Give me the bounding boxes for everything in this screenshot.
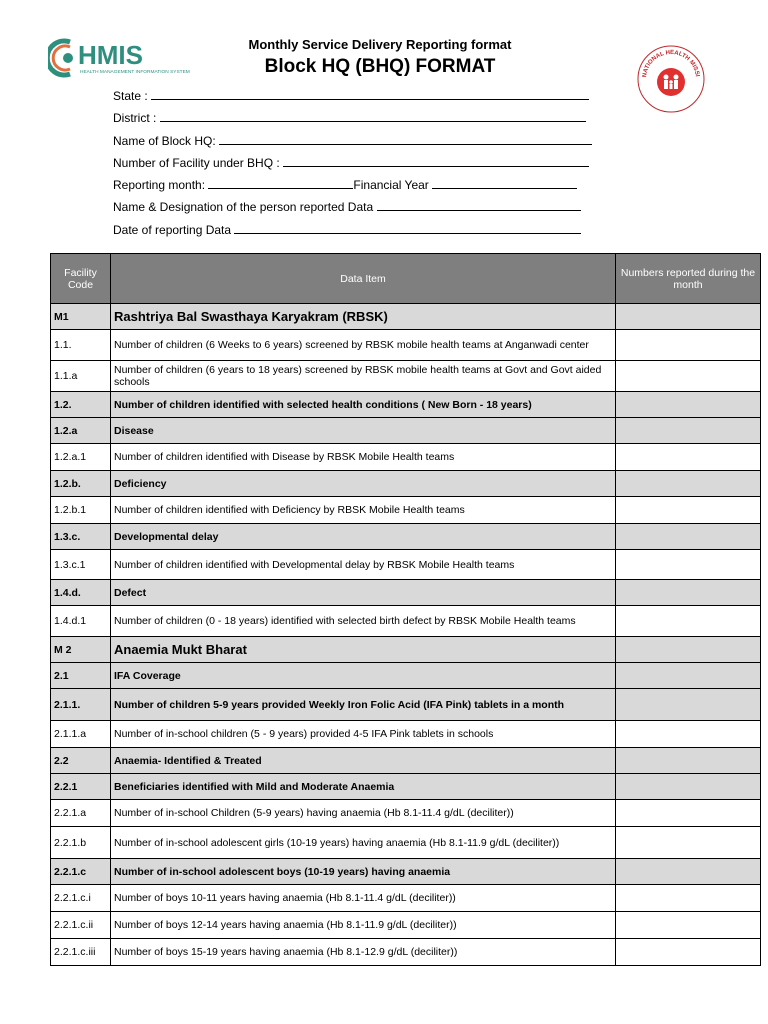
data-item-cell: Number of in-school Children (5-9 years) having anaemia (Hb 8.1-11.4 g/dL (deciliter)) <box>111 800 616 827</box>
form-field-input[interactable] <box>432 178 577 189</box>
data-item-cell: Anaemia Mukt Bharat <box>111 637 616 663</box>
form-fields <box>113 88 613 244</box>
facility-code-cell: 2.2 <box>51 748 111 774</box>
number-reported-cell[interactable] <box>616 330 761 361</box>
form-field-2 <box>113 133 613 155</box>
facility-code-cell: 1.1.a <box>51 361 111 392</box>
data-item-cell: Number of boys 15-19 years having anaemia (Hb 8.1-12.9 g/dL (deciliter)) <box>111 939 616 966</box>
facility-code-cell: 2.2.1.c.ii <box>51 912 111 939</box>
data-item-cell: Number of in-school children (5 - 9 years) provided 4-5 IFA Pink tablets in schools <box>111 721 616 748</box>
data-item-cell: Number of in-school adolescent boys (10-19 years) having anaemia <box>111 859 616 885</box>
number-reported-cell <box>616 471 761 497</box>
data-item-cell: Anaemia- Identified & Treated <box>111 748 616 774</box>
title-block <box>190 37 570 78</box>
form-field-4 <box>113 177 613 199</box>
facility-code-cell: 2.2.1.c.iii <box>51 939 111 966</box>
facility-code-cell: 2.2.1.a <box>51 800 111 827</box>
facility-code-cell: 2.1.1. <box>51 689 111 721</box>
form-field-input[interactable] <box>283 156 589 167</box>
data-item-cell: Number of children (0 - 18 years) identified with selected birth defect by RBSK Mobile Health teams <box>111 606 616 637</box>
facility-code-cell: 2.2.1.b <box>51 827 111 859</box>
facility-code-cell: 1.3.c. <box>51 524 111 550</box>
form-field-label: Date of reporting Data <box>113 222 232 237</box>
data-item-cell: Number of children identified with Deficiency by RBSK Mobile Health teams <box>111 497 616 524</box>
table-row <box>51 774 761 800</box>
data-item-cell: Number of boys 12-14 years having anaemia (Hb 8.1-11.9 g/dL (deciliter)) <box>111 912 616 939</box>
facility-code-cell: 2.1.1.a <box>51 721 111 748</box>
table-row <box>51 663 761 689</box>
table-row <box>51 524 761 550</box>
number-reported-cell[interactable] <box>616 939 761 966</box>
form-field-label: Reporting month: <box>113 178 206 193</box>
form-field-label: Financial Year <box>353 178 429 193</box>
facility-code-cell: 2.2.1.c <box>51 859 111 885</box>
facility-code-cell: M 2 <box>51 637 111 663</box>
table-row <box>51 859 761 885</box>
table-row <box>51 444 761 471</box>
form-field-1 <box>113 110 613 132</box>
data-item-cell: Number of children (6 years to 18 years) screened by RBSK mobile health teams at Govt and Govt aided schools <box>111 361 616 392</box>
table-row <box>51 471 761 497</box>
table-row <box>51 330 761 361</box>
table-row <box>51 606 761 637</box>
table-row <box>51 497 761 524</box>
nhm-logo-text: NATIONAL HEALTH MISSI <box>641 49 700 78</box>
facility-code-cell: 1.2. <box>51 392 111 418</box>
data-item-cell: Number of children 5-9 years provided Weekly Iron Folic Acid (IFA Pink) tablets in a month <box>111 689 616 721</box>
data-item-cell: Number of children identified with Developmental delay by RBSK Mobile Health teams <box>111 550 616 580</box>
number-reported-cell <box>616 748 761 774</box>
facility-code-cell: 1.2.a <box>51 418 111 444</box>
number-reported-cell <box>616 689 761 721</box>
facility-code-cell: M1 <box>51 304 111 330</box>
data-item-cell: Rashtriya Bal Swasthaya Karyakram (RBSK) <box>111 304 616 330</box>
table-row <box>51 748 761 774</box>
number-reported-cell <box>616 418 761 444</box>
report-title: Block HQ (BHQ) FORMAT <box>264 56 496 77</box>
table-row <box>51 418 761 444</box>
number-reported-cell <box>616 663 761 689</box>
header-data-item: Data Item <box>111 254 616 304</box>
form-field-6 <box>113 222 613 244</box>
number-reported-cell <box>616 774 761 800</box>
number-reported-cell <box>616 580 761 606</box>
hmis-logo-subtext: HEALTH MANAGEMENT INFORMATION SYSTEM <box>80 70 190 75</box>
table-row <box>51 361 761 392</box>
facility-code-cell: 2.2.1 <box>51 774 111 800</box>
table-row <box>51 689 761 721</box>
data-item-cell: Defect <box>111 580 616 606</box>
data-item-cell: Number of children identified with Disease by RBSK Mobile Health teams <box>111 444 616 471</box>
report-subtitle: Monthly Service Delivery Reporting format <box>248 37 512 52</box>
form-field-label: Number of Facility under BHQ : <box>113 155 280 170</box>
facility-code-cell: 1.4.d.1 <box>51 606 111 637</box>
table-row <box>51 392 761 418</box>
table-row <box>51 800 761 827</box>
number-reported-cell[interactable] <box>616 444 761 471</box>
table-row <box>51 580 761 606</box>
data-item-cell: IFA Coverage <box>111 663 616 689</box>
facility-code-cell: 1.2.b. <box>51 471 111 497</box>
facility-code-cell: 2.1 <box>51 663 111 689</box>
facility-code-cell: 1.1. <box>51 330 111 361</box>
data-item-cell: Beneficiaries identified with Mild and Moderate Anaemia <box>111 774 616 800</box>
data-item-cell: Number of children identified with selected health conditions ( New Born - 18 years) <box>111 392 616 418</box>
facility-code-cell: 1.2.a.1 <box>51 444 111 471</box>
number-reported-cell[interactable] <box>616 912 761 939</box>
number-reported-cell <box>616 524 761 550</box>
table-row <box>51 637 761 663</box>
nhm-logo <box>636 44 706 114</box>
form-field-label: Name of Block HQ: <box>113 133 216 148</box>
number-reported-cell[interactable] <box>616 800 761 827</box>
form-field-input[interactable] <box>208 178 353 189</box>
form-field-label: Name & Designation of the person reported Data <box>113 200 374 215</box>
number-reported-cell[interactable] <box>616 885 761 912</box>
data-item-cell: Number of children (6 Weeks to 6 years) screened by RBSK mobile health teams at Anganwadi center <box>111 330 616 361</box>
data-item-cell: Developmental delay <box>111 524 616 550</box>
table-row <box>51 939 761 966</box>
number-reported-cell[interactable] <box>616 361 761 392</box>
form-field-input[interactable] <box>219 134 592 145</box>
table-row <box>51 827 761 859</box>
facility-code-cell: 1.2.b.1 <box>51 497 111 524</box>
table-header-row <box>51 254 761 304</box>
table-row <box>51 550 761 580</box>
table-row <box>51 885 761 912</box>
data-item-cell: Number of in-school adolescent girls (10-19 years) having anaemia (Hb 8.1-11.9 g/dL (deciliter)) <box>111 827 616 859</box>
data-table <box>50 253 761 966</box>
number-reported-cell[interactable] <box>616 497 761 524</box>
data-item-cell: Deficiency <box>111 471 616 497</box>
form-field-label: District : <box>113 111 157 126</box>
hmis-logo-text: HMIS <box>78 40 143 70</box>
table-row <box>51 721 761 748</box>
number-reported-cell <box>616 859 761 885</box>
table-row <box>51 912 761 939</box>
facility-code-cell: 1.4.d. <box>51 580 111 606</box>
data-item-cell: Number of boys 10-11 years having anaemia (Hb 8.1-11.4 g/dL (deciliter)) <box>111 885 616 912</box>
form-field-input[interactable] <box>160 111 586 122</box>
form-field-input[interactable] <box>151 89 589 100</box>
table-row <box>51 304 761 330</box>
form-field-input[interactable] <box>377 200 581 211</box>
number-reported-cell <box>616 304 761 330</box>
number-reported-cell[interactable] <box>616 550 761 580</box>
header-numbers: Numbers reported during the month <box>616 254 761 304</box>
number-reported-cell[interactable] <box>616 606 761 637</box>
form-field-5 <box>113 199 613 221</box>
facility-code-cell: 1.3.c.1 <box>51 550 111 580</box>
number-reported-cell <box>616 637 761 663</box>
form-field-0 <box>113 88 613 110</box>
form-field-label: State : <box>113 89 148 103</box>
hmis-logo <box>48 36 198 78</box>
number-reported-cell <box>616 392 761 418</box>
number-reported-cell[interactable] <box>616 721 761 748</box>
number-reported-cell[interactable] <box>616 827 761 859</box>
facility-code-cell: 2.2.1.c.i <box>51 885 111 912</box>
form-field-3 <box>113 155 613 177</box>
header-facility-code: Facility Code <box>51 254 111 304</box>
form-field-input[interactable] <box>234 223 581 234</box>
data-item-cell: Disease <box>111 418 616 444</box>
